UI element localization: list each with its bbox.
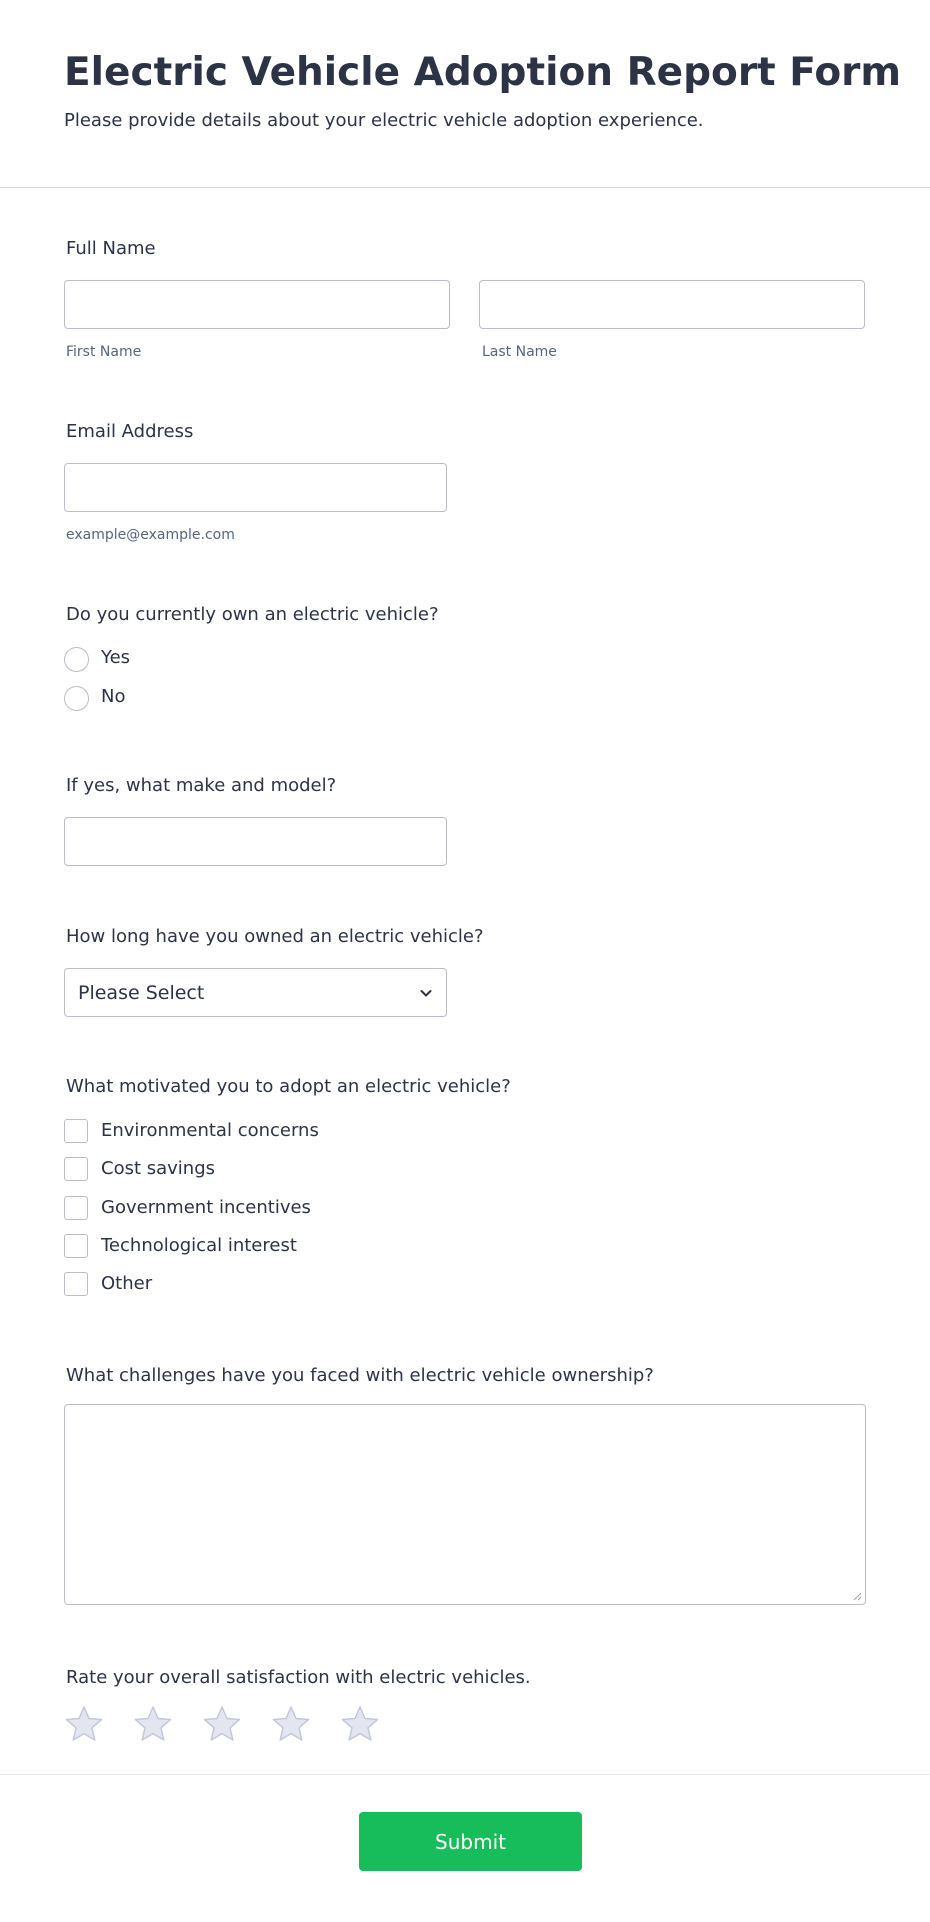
satisfaction-label: Rate your overall satisfaction with electric vehicles.: [66, 1667, 531, 1688]
first-name-input[interactable]: [64, 280, 450, 329]
email-label: Email Address: [66, 421, 194, 442]
motivation-checkbox-other[interactable]: [64, 1272, 88, 1296]
motivation-checkbox-cost-savings[interactable]: [64, 1157, 88, 1181]
first-name-sublabel: First Name: [66, 344, 142, 360]
own-ev-radio-no[interactable]: [64, 686, 89, 711]
chevron-down-icon: [418, 985, 434, 1001]
footer-divider: [0, 1774, 930, 1775]
challenges-label: What challenges have you faced with electric vehicle ownership?: [66, 1365, 654, 1386]
last-name-sublabel: Last Name: [482, 344, 557, 360]
last-name-input[interactable]: [479, 280, 865, 329]
motivation-option-incentives[interactable]: Government incentives: [101, 1197, 311, 1218]
ownership-duration-label: How long have you owned an electric vehicle?: [66, 926, 484, 947]
own-ev-option-yes[interactable]: Yes: [101, 647, 131, 668]
submit-button[interactable]: Submit: [359, 1812, 582, 1871]
own-ev-label: Do you currently own an electric vehicle?: [66, 604, 439, 625]
make-model-input[interactable]: [64, 817, 447, 866]
motivation-checkbox-incentives[interactable]: [64, 1196, 88, 1220]
rating-star-5-icon[interactable]: [340, 1704, 380, 1744]
ownership-duration-select[interactable]: [64, 968, 447, 1017]
motivation-checkbox-technological[interactable]: [64, 1234, 88, 1258]
email-input[interactable]: [64, 463, 447, 512]
motivation-option-cost-savings[interactable]: Cost savings: [101, 1158, 216, 1179]
form-title: Electric Vehicle Adoption Report Form: [64, 50, 901, 95]
rating-star-3-icon[interactable]: [202, 1704, 242, 1744]
own-ev-option-no[interactable]: No: [101, 686, 126, 707]
email-sublabel: example@example.com: [66, 527, 235, 543]
form-subtitle: Please provide details about your electric vehicle adoption experience.: [64, 110, 704, 131]
full-name-label: Full Name: [66, 238, 156, 259]
motivation-label: What motivated you to adopt an electric vehicle?: [66, 1076, 511, 1097]
own-ev-radio-yes[interactable]: [64, 647, 89, 672]
motivation-checkbox-environmental[interactable]: [64, 1119, 88, 1143]
motivation-option-technological[interactable]: Technological interest: [101, 1235, 297, 1256]
make-model-label: If yes, what make and model?: [66, 775, 337, 796]
select-value: Please Select: [78, 982, 205, 1004]
challenges-textarea[interactable]: [64, 1404, 866, 1605]
motivation-option-environmental[interactable]: Environmental concerns: [101, 1120, 319, 1141]
rating-star-2-icon[interactable]: [133, 1704, 173, 1744]
rating-star-1-icon[interactable]: [64, 1704, 104, 1744]
form-header: [0, 0, 930, 188]
motivation-option-other[interactable]: Other: [101, 1273, 153, 1294]
rating-star-4-icon[interactable]: [271, 1704, 311, 1744]
resize-grip-icon[interactable]: [853, 1592, 862, 1601]
